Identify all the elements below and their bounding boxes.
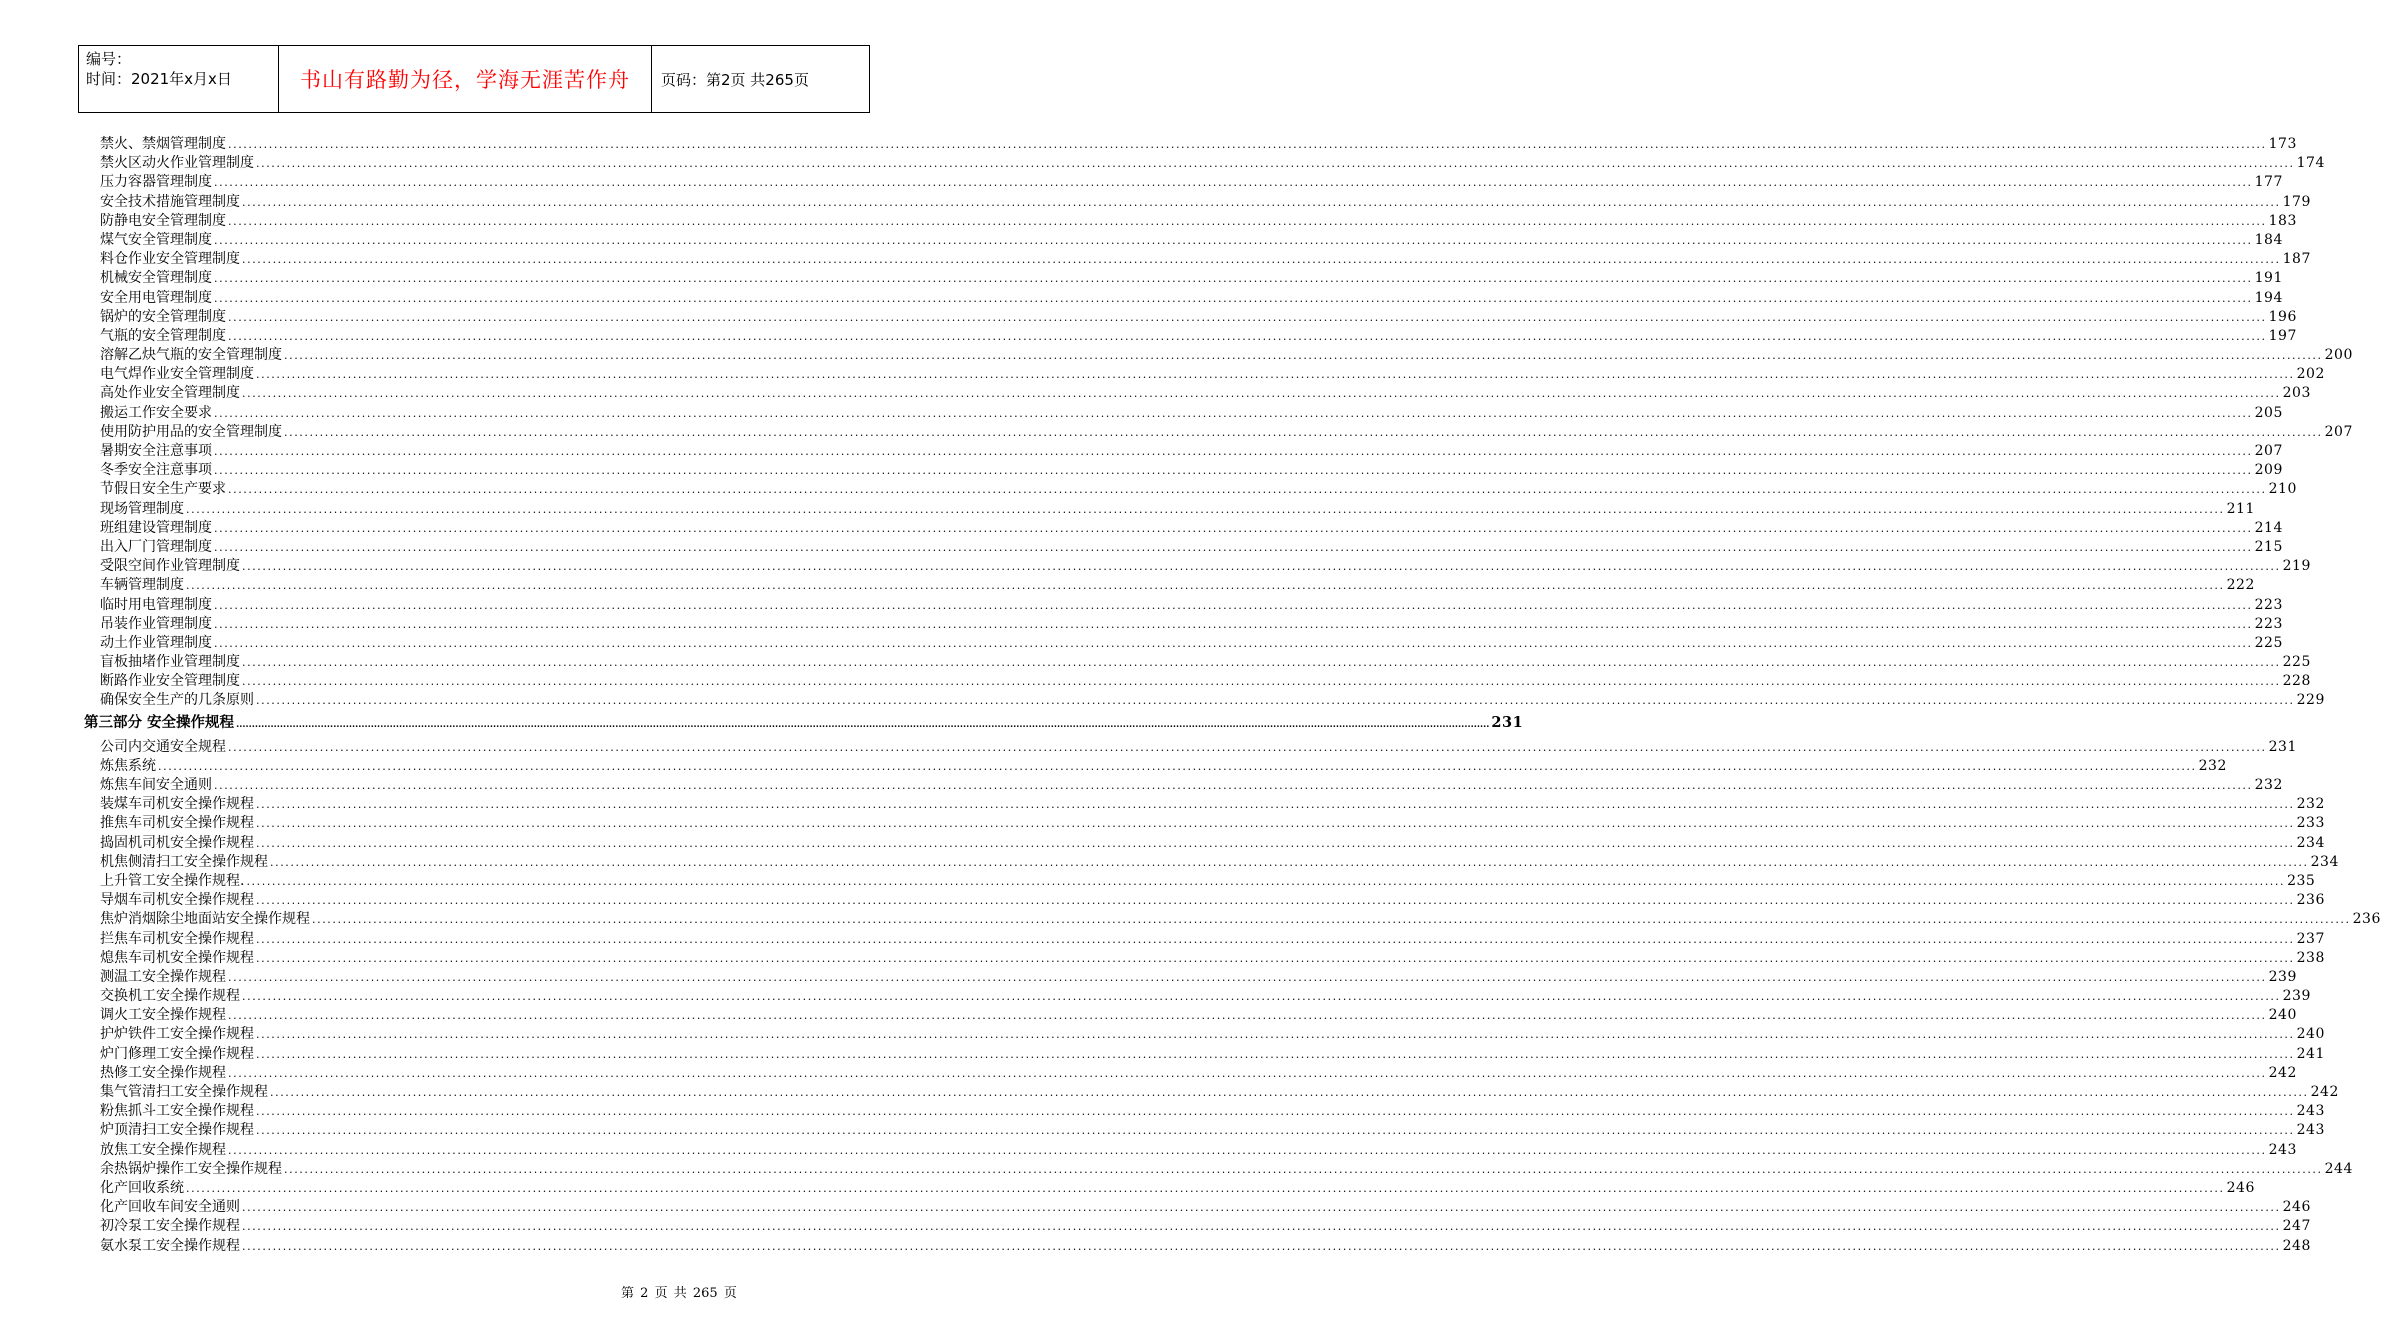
toc-entry-title: 安全技术措施管理制度 [100,193,240,210]
toc-entry[interactable] [84,834,2325,853]
table-of-contents [84,135,2381,1256]
toc-entry[interactable] [84,1141,2297,1160]
toc-entry[interactable] [84,1198,2311,1217]
footer-total-pages: 265 [692,1286,718,1301]
toc-entry-title: 推焦车司机安全操作规程 [100,815,254,832]
toc-entry[interactable] [84,672,2311,691]
toc-entry-title: 禁火区动火作业管理制度 [100,155,254,172]
dot-leader: ................................................................................................................................................................................................................................................................................................................................................................................................................ [186,1181,2225,1195]
toc-entry-page-number: 240 [2268,1007,2297,1024]
toc-entry-page-number: 194 [2254,289,2283,306]
toc-entry-page-number: 209 [2254,462,2283,479]
toc-entry-title: 溶解乙炔气瓶的安全管理制度 [100,347,282,364]
dot-leader: ................................................................................................................................................................................................................................................................................................................................................................................................................ [256,951,2295,965]
toc-entry-page-number: 241 [2296,1045,2325,1062]
dot-leader: ................................................................................................................................................................................................................................................................................................................................................................................................................ [228,740,2267,754]
toc-entry-title: 电气焊作业安全管理制度 [100,366,254,383]
dot-leader: ................................................................................................................................................................................................................................................................................................................................................................................................................ [214,464,2253,478]
dot-leader: ................................................................................................................................................................................................................................................................................................................................................................................................................ [214,540,2253,554]
toc-entry-page-number: 207 [2254,443,2283,459]
toc-entry-page-number: 248 [2282,1237,2311,1254]
toc-entry[interactable] [84,634,2283,653]
header-page-info: 页码：第2页 共265页 [661,70,809,89]
toc-entry[interactable] [84,1064,2297,1083]
toc-entry-page-number: 191 [2254,270,2283,287]
dot-leader: ................................................................................................................................................................................................................................................................................................................................................................................................................ [256,932,2295,946]
toc-entry[interactable] [84,384,2311,403]
dot-leader: ................................................................................................................................................................................................................................................................................................................................................................................................................ [256,817,2295,831]
toc-entry-title: 临时用电管理制度 [100,596,212,613]
toc-entry[interactable] [84,269,2283,288]
toc-entry[interactable] [84,1025,2325,1044]
toc-entry-page-number: 229 [2296,692,2325,709]
toc-entry-page-number: 235 [2287,872,2316,889]
dot-leader: ................................................................................................................................................................................................................................................................................................................................................................................................................ [256,1124,2295,1138]
toc-entry-title: 禁火、禁烟管理制度 [100,136,226,152]
toc-entry-page-number: 214 [2254,519,2283,536]
dot-leader: ................................................................................................................................................................................................................................................................................................................................................................................................................ [256,836,2295,850]
toc-entry-page-number: 184 [2254,231,2283,248]
dot-leader: ................................................................................................................................................................................................................................................................................................................................................................................................................ [256,894,2295,908]
toc-entry-page-number: 246 [2282,1199,2311,1216]
toc-entry[interactable] [84,135,2297,154]
toc-entry[interactable] [84,1160,2353,1179]
toc-entry-title: 化产回收系统 [100,1179,184,1196]
toc-entry-page-number: 211 [2226,500,2255,517]
dot-leader: ................................................................................................................................................................................................................................................................................................................................................................................................................ [214,233,2253,247]
toc-entry[interactable] [84,757,2227,776]
toc-entry[interactable] [84,872,2316,891]
document-date-label: 时间：2021年x月x日 [86,70,232,88]
toc-entry-title: 出入厂门管理制度 [100,538,212,555]
toc-entry-page-number: 237 [2296,930,2325,947]
toc-entry[interactable] [84,461,2283,480]
toc-entry-title: 高处作业安全管理制度 [100,385,240,402]
toc-entry-title: 焦炉消烟除尘地面站安全操作规程 [100,911,310,928]
toc-entry-title: 冬季安全注意事项 [100,462,212,479]
dot-leader: ................................................................................................................................................................................................................................................................................................................................................................................................................ [242,1239,2281,1253]
toc-entry[interactable] [84,442,2283,461]
dot-leader: ................................................................................................................................................................................................................................................................................................................................................................................................................ [214,779,2253,792]
dot-leader: ................................................................................................................................................................................................................................................................................................................................................................................................................ [214,521,2253,535]
toc-entry-title: 节假日安全生产要求 [100,481,226,498]
toc-entry-page-number: 240 [2296,1026,2325,1043]
toc-entry-page-number: 234 [2310,853,2339,870]
dot-leader: ................................................................................................................................................................................................................................................................................................................................................................................................................ [256,1028,2295,1042]
toc-entry-page-number: 210 [2268,481,2297,498]
toc-entry-page-number: 247 [2282,1218,2311,1235]
toc-entry-title: 气瓶的安全管理制度 [100,327,226,344]
dot-leader: ................................................................................................................................................................................................................................................................................................................................................................................................................ [214,272,2253,286]
toc-entry[interactable] [84,853,2339,872]
dot-leader: ................................................................................................................................................................................................................................................................................................................................................................................................................ [242,253,2281,267]
toc-entry-page-number: 203 [2282,385,2311,402]
toc-entry[interactable] [84,365,2325,384]
dot-leader: ................................................................................................................................................................................................................................................................................................................................................................................................................ [228,1009,2267,1023]
toc-entry-title: 断路作业安全管理制度 [100,673,240,690]
header-motto: 书山有路勤为径，学海无涯苦作舟 [279,46,652,112]
toc-entry-title: 集气管清扫工安全操作规程 [100,1084,268,1100]
toc-entry-page-number: 173 [2268,136,2297,152]
toc-entry-page-number: 200 [2324,347,2353,364]
toc-entry-page-number: 231 [1491,713,1524,731]
page-footer [621,1282,739,1301]
toc-entry-title: 炼焦车间安全通则 [100,777,212,793]
toc-entry[interactable] [84,231,2283,250]
dot-leader: ................................................................................................................................................................................................................................................................................................................................................................................................................ [228,1143,2267,1157]
footer-gong: 共 [673,1286,687,1301]
toc-entry[interactable] [84,814,2325,833]
toc-entry-page-number: 215 [2254,538,2283,555]
toc-entry-title: 料仓作业安全管理制度 [100,251,240,268]
toc-entry-title: 使用防护用品的安全管理制度 [100,423,282,440]
dot-leader: ................................................................................................................................................................................................................................................................................................................................................................................................................ [256,157,2295,171]
toc-entry-page-number: 225 [2254,634,2283,651]
toc-entry-page-number: 225 [2282,654,2311,671]
dot-leader: ................................................................................................................................................................................................................................................................................................................................................................................................................ [242,656,2281,670]
dot-leader: ................................................................................................................................................................................................................................................................................................................................................................................................................ [242,560,2281,574]
dot-leader: ................................................................................................................................................................................................................................................................................................................................................................................................................ [246,874,2286,888]
toc-entry-title: 现场管理制度 [100,500,184,517]
toc-entry-title: 第三部分 安全操作规程 [84,713,235,731]
toc-entry[interactable] [84,327,2297,346]
toc-entry-page-number: 242 [2268,1064,2297,1081]
toc-entry[interactable] [84,968,2297,987]
dot-leader: ................................................................................................................................................................................................................................................................................................................................................................................................................ [214,636,2253,650]
toc-entry-page-number: 239 [2282,988,2311,1005]
toc-entry[interactable] [84,519,2283,538]
toc-entry-title: 炼焦系统 [100,757,156,774]
toc-entry[interactable] [84,1102,2325,1121]
document-number-label: 编号： [86,50,132,68]
toc-entry-page-number: 233 [2296,815,2325,832]
toc-entry-page-number: 183 [2268,212,2297,229]
toc-entry-page-number: 174 [2296,155,2325,172]
toc-entry[interactable] [84,576,2255,595]
dot-leader: ................................................................................................................................................................................................................................................................................................................................................................................................................ [214,617,2253,631]
toc-entry-page-number: 228 [2282,673,2311,690]
dot-leader: ................................................................................................................................................................................................................................................................................................................................................................................................................ [256,1105,2295,1119]
dot-leader: ................................................................................................................................................................................................................................................................................................................................................................................................................ [256,798,2295,812]
toc-entry[interactable] [84,346,2353,365]
toc-entry[interactable] [84,891,2325,910]
header-meta [79,46,279,112]
toc-entry-page-number: 196 [2268,308,2297,325]
toc-entry[interactable] [84,615,2283,634]
dot-leader: ................................................................................................................................................................................................................................................................................................................................................................................................................ [228,970,2267,984]
toc-entry-page-number: 222 [2226,577,2255,594]
toc-entry-page-number: 179 [2282,193,2311,210]
dot-leader: ................................................................................................................................................................................................................................................................................................................................................................................................................ [214,291,2253,305]
dot-leader: ................................................................................................................................................................................................................................................................................................................................................................................................................ [186,502,2225,516]
toc-entry-title: 暑期安全注意事项 [100,443,212,459]
toc-entry-page-number: 246 [2226,1179,2255,1196]
toc-entry[interactable] [84,776,2283,795]
toc-entry-page-number: 219 [2282,558,2311,575]
dot-leader: ................................................................................................................................................................................................................................................................................................................................................................................................................ [256,1047,2295,1061]
dot-leader: ................................................................................................................................................................................................................................................................................................................................................................................................................ [228,310,2267,324]
toc-entry[interactable] [84,1006,2297,1025]
toc-entry-title: 粉焦抓斗工安全操作规程 [100,1103,254,1120]
toc-entry-page-number: 234 [2296,834,2325,851]
footer-page-number: 2 [640,1286,649,1301]
toc-entry[interactable] [84,404,2283,423]
dot-leader: ................................................................................................................................................................................................................................................................................................................................................................................................................ [228,329,2267,343]
toc-entry-title: 护炉铁件工安全操作规程 [100,1026,254,1043]
toc-entry-title: 热修工安全操作规程 [100,1064,226,1081]
toc-entry[interactable] [84,154,2325,173]
toc-entry-title: 盲板抽堵作业管理制度 [100,654,240,671]
toc-entry-title: 机焦侧清扫工安全操作规程 [100,853,268,870]
toc-entry[interactable] [84,1083,2339,1102]
dot-leader: ................................................................................................................................................................................................................................................................................................................................................................................................................ [214,445,2253,458]
dot-leader: ................................................................................................................................................................................................................................................................................................................................................................................................................ [186,579,2225,593]
toc-entry[interactable] [84,250,2311,269]
dot-leader: ................................................................................................................................................................................................................................................................................................................................................................................................................ [242,1201,2281,1215]
dot-leader: ................................................................................................................................................................................................................................................................................................................................................................................................................ [284,425,2323,439]
dot-leader: ................................................................................................................................................................................................................................................................................................................................................................................................................ [270,1086,2309,1099]
toc-entry-title: 测温工安全操作规程 [100,968,226,985]
toc-entry-title: 动土作业管理制度 [100,634,212,651]
toc-entry[interactable] [84,987,2311,1006]
toc-entry-page-number: 232 [2254,777,2283,793]
dot-leader: ................................................................................................................................................................................................................................................................................................................................................................................................................ [256,694,2295,708]
toc-entry[interactable] [84,289,2283,308]
toc-entry[interactable] [84,308,2297,327]
dot-leader: ................................................................................................................................................................................................................................................................................................................................................................................................................ [270,855,2309,869]
dot-leader: ................................................................................................................................................................................................................................................................................................................................................................................................................ [242,675,2281,689]
dot-leader: ................................................................................................................................................................................................................................................................................................................................................................................................................ [214,406,2253,420]
toc-entry-page-number: 236 [2296,892,2325,909]
toc-entry-title: 安全用电管理制度 [100,289,212,306]
dot-leader: ................................................................................................................................................................................................................................................................................................................................................................................................................ [242,1220,2281,1234]
toc-entry-page-number: 205 [2254,404,2283,421]
toc-entry-title: 放焦工安全操作规程 [100,1141,226,1158]
toc-entry[interactable] [84,1121,2325,1140]
toc-entry[interactable] [84,653,2311,672]
toc-entry-title: 机械安全管理制度 [100,270,212,287]
toc-entry-title: 上升管工安全操作规程. [100,872,245,889]
toc-entry-page-number: 202 [2296,366,2325,383]
toc-entry-page-number: 239 [2268,968,2297,985]
toc-entry-page-number: 232 [2198,757,2227,774]
toc-entry-title: 余热锅炉操作工安全操作规程 [100,1160,282,1177]
toc-entry[interactable] [84,423,2353,442]
toc-entry-page-number: 232 [2296,796,2325,813]
dot-leader: ................................................................................................................................................................................................................................................................................................................................................................................................................ [228,138,2267,151]
toc-entry-title: 导烟车司机安全操作规程 [100,892,254,909]
dot-leader: ................................................................................................................................................................................................................................................................................................................................................................................................................ [214,176,2253,190]
footer-ye: 页 [654,1286,668,1301]
dot-leader: ................................................................................................................................................................................................................................................................................................................................................................................................................ [158,759,2197,773]
dot-leader: ................................................................................................................................................................................................................................................................................................................................................................................................................ [236,719,1490,730]
toc-entry[interactable] [84,930,2325,949]
toc-entry-title: 炉顶清扫工安全操作规程 [100,1122,254,1139]
dot-leader: ................................................................................................................................................................................................................................................................................................................................................................................................................ [242,195,2281,209]
toc-entry-title: 班组建设管理制度 [100,519,212,536]
toc-entry[interactable] [84,738,2297,757]
toc-entry[interactable] [84,480,2297,499]
footer-di: 第 [621,1286,635,1301]
toc-entry[interactable] [84,1237,2311,1256]
toc-entry[interactable] [84,949,2325,968]
toc-entry-title: 交换机工安全操作规程 [100,988,240,1005]
toc-entry-page-number: 177 [2254,174,2283,191]
dot-leader: ................................................................................................................................................................................................................................................................................................................................................................................................................ [228,483,2267,497]
toc-entry-title: 拦焦车司机安全操作规程 [100,930,254,947]
toc-entry-title: 捣固机司机安全操作规程 [100,834,254,851]
dot-leader: ................................................................................................................................................................................................................................................................................................................................................................................................................ [214,598,2253,612]
toc-entry-page-number: 223 [2254,596,2283,613]
toc-entry-page-number: 243 [2296,1122,2325,1139]
toc-entry-title: 锅炉的安全管理制度 [100,308,226,325]
dot-leader: ................................................................................................................................................................................................................................................................................................................................................................................................................ [242,387,2281,401]
page-header [78,45,870,113]
toc-entry-title: 化产回收车间安全通则 [100,1199,240,1216]
toc-entry[interactable] [84,1179,2255,1198]
toc-entry-title: 初冷泵工安全操作规程 [100,1218,240,1235]
toc-entry-title: 熄焦车司机安全操作规程 [100,949,254,966]
toc-entry-title: 压力容器管理制度 [100,174,212,191]
toc-entry[interactable] [84,193,2311,212]
toc-entry-page-number: 207 [2324,423,2353,440]
toc-entry-title: 防静电安全管理制度 [100,212,226,229]
toc-entry-page-number: 243 [2268,1141,2297,1158]
toc-entry[interactable] [84,1217,2311,1236]
toc-entry[interactable] [84,1045,2325,1064]
dot-leader: ................................................................................................................................................................................................................................................................................................................................................................................................................ [284,1162,2323,1176]
dot-leader: ................................................................................................................................................................................................................................................................................................................................................................................................................ [256,368,2295,382]
toc-entry-title: 确保安全生产的几条原则 [100,692,254,709]
toc-entry[interactable] [84,212,2297,231]
toc-entry-title: 装煤车司机安全操作规程 [100,796,254,813]
toc-entry-page-number: 242 [2310,1084,2339,1100]
toc-entry-title: 公司内交通安全规程 [100,738,226,755]
toc-entry[interactable] [84,691,2325,710]
toc-entry[interactable] [84,538,2283,557]
toc-entry[interactable] [84,500,2255,519]
toc-entry-page-number: 187 [2282,251,2311,268]
toc-entry-title: 氨水泵工安全操作规程 [100,1237,240,1254]
toc-entry-page-number: 231 [2268,738,2297,755]
toc-entry-page-number: 238 [2296,949,2325,966]
toc-entry-page-number: 244 [2324,1160,2353,1177]
toc-entry-title: 调火工安全操作规程 [100,1007,226,1024]
dot-leader: ................................................................................................................................................................................................................................................................................................................................................................................................................ [284,349,2323,363]
toc-entry-title: 受限空间作业管理制度 [100,558,240,575]
toc-entry-page-number: 236 [2352,911,2381,928]
dot-leader: ................................................................................................................................................................................................................................................................................................................................................................................................................ [228,214,2267,228]
dot-leader: ................................................................................................................................................................................................................................................................................................................................................................................................................ [242,990,2281,1004]
toc-entry-page-number: 223 [2254,615,2283,632]
footer-ye-2: 页 [723,1286,737,1301]
toc-entry-page-number: 243 [2296,1103,2325,1120]
toc-entry-title: 车辆管理制度 [100,577,184,594]
toc-section-heading[interactable] [84,711,1524,738]
toc-entry-title: 吊装作业管理制度 [100,615,212,632]
dot-leader: ................................................................................................................................................................................................................................................................................................................................................................................................................ [312,913,2351,927]
toc-entry[interactable] [84,596,2283,615]
toc-entry-title: 炉门修理工安全操作规程 [100,1045,254,1062]
toc-entry-title: 搬运工作安全要求 [100,404,212,421]
toc-entry[interactable] [84,910,2381,929]
toc-entry-page-number: 197 [2268,327,2297,344]
toc-entry-title: 煤气安全管理制度 [100,231,212,248]
toc-entry[interactable] [84,795,2325,814]
toc-entry[interactable] [84,173,2283,192]
toc-entry[interactable] [84,557,2311,576]
dot-leader: ................................................................................................................................................................................................................................................................................................................................................................................................................ [228,1066,2267,1080]
